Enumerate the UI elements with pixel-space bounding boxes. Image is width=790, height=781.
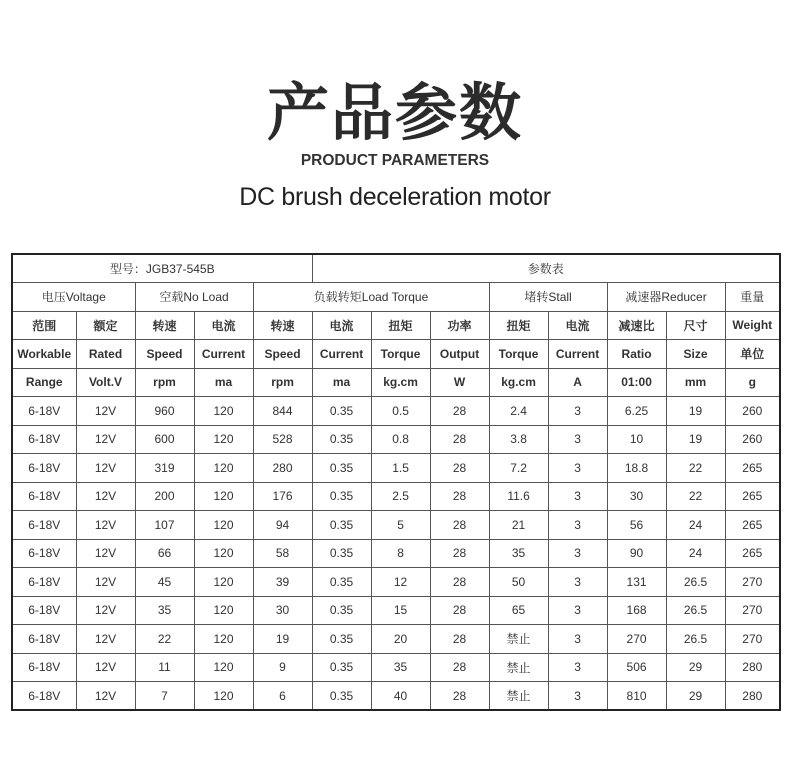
table-cell: 0.35 (312, 454, 371, 483)
table-cell: 65 (489, 596, 548, 625)
table-cell: 0.35 (312, 596, 371, 625)
table-cell: 270 (725, 625, 780, 654)
table-cell: 35 (135, 596, 194, 625)
group-weight: 重量 (725, 283, 780, 312)
table-cell: 28 (430, 653, 489, 682)
group-voltage: 电压Voltage (12, 283, 135, 312)
table-cell: 3 (548, 397, 607, 426)
header-cell: A (548, 368, 607, 397)
header-cell: 01:00 (607, 368, 666, 397)
table-cell: 18.8 (607, 454, 666, 483)
table-cell: 28 (430, 425, 489, 454)
table-cell: 0.35 (312, 511, 371, 540)
table-cell: 8 (371, 539, 430, 568)
table-cell: 270 (725, 568, 780, 597)
table-cell: 24 (666, 539, 725, 568)
table-cell: 66 (135, 539, 194, 568)
table-cell: 28 (430, 482, 489, 511)
group-no-load: 空载No Load (135, 283, 253, 312)
table-cell: 176 (253, 482, 312, 511)
table-cell: 28 (430, 682, 489, 711)
header-cell: W (430, 368, 489, 397)
group-stall: 堵转Stall (489, 283, 607, 312)
table-cell: 3 (548, 482, 607, 511)
table-cell: 22 (666, 454, 725, 483)
table-cell: 6-18V (12, 653, 76, 682)
table-cell: 19 (666, 397, 725, 426)
header-cell: 转速 (135, 311, 194, 340)
header-cell: Torque (489, 340, 548, 369)
model-row (12, 254, 780, 283)
table-cell: 280 (253, 454, 312, 483)
table-cell: 600 (135, 425, 194, 454)
parameters-table (11, 253, 781, 711)
table-cell: 260 (725, 397, 780, 426)
table-row (12, 596, 780, 625)
table-row (12, 397, 780, 426)
header-cell: rpm (135, 368, 194, 397)
table-cell: 0.35 (312, 653, 371, 682)
data-rows (12, 397, 780, 711)
table-cell: 30 (253, 596, 312, 625)
table-cell: 120 (194, 511, 253, 540)
table-cell: 15 (371, 596, 430, 625)
table-cell: 810 (607, 682, 666, 711)
table-cell: 6-18V (12, 539, 76, 568)
table-cell: 禁止 (489, 625, 548, 654)
table-cell: 131 (607, 568, 666, 597)
table-cell: 265 (725, 482, 780, 511)
header-cell: ma (312, 368, 371, 397)
table-cell: 24 (666, 511, 725, 540)
header-cell: kg.cm (489, 368, 548, 397)
table-cell: 2.4 (489, 397, 548, 426)
table-cell: 19 (666, 425, 725, 454)
table-cell: 6-18V (12, 625, 76, 654)
table-row (12, 653, 780, 682)
table-cell: 28 (430, 454, 489, 483)
table-cell: 3.8 (489, 425, 548, 454)
table-row (12, 539, 780, 568)
table-cell: 168 (607, 596, 666, 625)
table-cell: 94 (253, 511, 312, 540)
table-cell: 12V (76, 425, 135, 454)
table-cell: 2.5 (371, 482, 430, 511)
table-cell: 禁止 (489, 682, 548, 711)
header-cell: mm (666, 368, 725, 397)
header-cell: 范围 (12, 311, 76, 340)
table-cell: 28 (430, 625, 489, 654)
table-cell: 6-18V (12, 682, 76, 711)
table-cell: 22 (666, 482, 725, 511)
header-cell: Ratio (607, 340, 666, 369)
header-cell: 尺寸 (666, 311, 725, 340)
table-cell: 120 (194, 682, 253, 711)
table-cell: 0.35 (312, 539, 371, 568)
table-cell: 960 (135, 397, 194, 426)
table-cell: 7 (135, 682, 194, 711)
header-cell: 扭矩 (371, 311, 430, 340)
table-cell: 6-18V (12, 425, 76, 454)
table-cell: 0.35 (312, 425, 371, 454)
header-cell: 功率 (430, 311, 489, 340)
params-table-label: 参数表 (312, 254, 780, 283)
header-cell: kg.cm (371, 368, 430, 397)
table-cell: 12V (76, 454, 135, 483)
table-cell: 844 (253, 397, 312, 426)
table-row (12, 482, 780, 511)
table-cell: 120 (194, 596, 253, 625)
table-cell: 11.6 (489, 482, 548, 511)
table-cell: 0.5 (371, 397, 430, 426)
header-cell: Volt.V (76, 368, 135, 397)
table-cell: 28 (430, 511, 489, 540)
table-cell: 12V (76, 397, 135, 426)
header-cell: 电流 (194, 311, 253, 340)
table-cell: 0.35 (312, 682, 371, 711)
table-cell: 107 (135, 511, 194, 540)
table-cell: 12 (371, 568, 430, 597)
table-cell: 26.5 (666, 625, 725, 654)
header-cell: Current (312, 340, 371, 369)
table-cell: 120 (194, 425, 253, 454)
table-cell: 3 (548, 425, 607, 454)
table-cell: 30 (607, 482, 666, 511)
table-cell: 9 (253, 653, 312, 682)
header-cell: 电流 (312, 311, 371, 340)
header-cell: Output (430, 340, 489, 369)
table-cell: 528 (253, 425, 312, 454)
table-cell: 270 (607, 625, 666, 654)
table-row (12, 454, 780, 483)
table-cell: 6-18V (12, 511, 76, 540)
table-cell: 26.5 (666, 568, 725, 597)
table-cell: 35 (489, 539, 548, 568)
table-cell: 280 (725, 682, 780, 711)
cn-label-row (12, 311, 780, 340)
header-cell: 额定 (76, 311, 135, 340)
table-cell: 3 (548, 511, 607, 540)
table-cell: 6-18V (12, 596, 76, 625)
header-cell: rpm (253, 368, 312, 397)
header-cell: 电流 (548, 311, 607, 340)
group-load-torque: 负载转矩Load Torque (253, 283, 489, 312)
table-cell: 3 (548, 454, 607, 483)
table-row (12, 511, 780, 540)
table-cell: 29 (666, 682, 725, 711)
group-header-row (12, 283, 780, 312)
table-cell: 28 (430, 596, 489, 625)
table-cell: 12V (76, 482, 135, 511)
table-cell: 260 (725, 425, 780, 454)
header-cell: Speed (135, 340, 194, 369)
table-cell: 265 (725, 454, 780, 483)
table-row (12, 682, 780, 711)
table-cell: 12V (76, 653, 135, 682)
product-subtitle: DC brush deceleration motor (239, 183, 551, 211)
table-cell: 3 (548, 682, 607, 711)
unit-row (12, 368, 780, 397)
table-cell: 3 (548, 539, 607, 568)
header-cell: Workable (12, 340, 76, 369)
table-cell: 1.5 (371, 454, 430, 483)
header-cell: g (725, 368, 780, 397)
header-cell: 扭矩 (489, 311, 548, 340)
header-cell: 转速 (253, 311, 312, 340)
table-cell: 29 (666, 653, 725, 682)
table-cell: 禁止 (489, 653, 548, 682)
table-cell: 0.35 (312, 482, 371, 511)
table-cell: 26.5 (666, 596, 725, 625)
table-row (12, 625, 780, 654)
table-cell: 3 (548, 625, 607, 654)
table-cell: 12V (76, 596, 135, 625)
table-row (12, 568, 780, 597)
table-cell: 3 (548, 596, 607, 625)
table-cell: 7.2 (489, 454, 548, 483)
table-cell: 120 (194, 653, 253, 682)
table-cell: 0.35 (312, 397, 371, 426)
table-cell: 12V (76, 682, 135, 711)
table-cell: 39 (253, 568, 312, 597)
page-title-english: PRODUCT PARAMETERS (300, 152, 490, 169)
table-cell: 6 (253, 682, 312, 711)
table-cell: 270 (725, 596, 780, 625)
table-cell: 28 (430, 568, 489, 597)
table-row (12, 425, 780, 454)
table-cell: 120 (194, 454, 253, 483)
table-cell: 120 (194, 539, 253, 568)
header-cell: Size (666, 340, 725, 369)
table-cell: 22 (135, 625, 194, 654)
table-cell: 6-18V (12, 482, 76, 511)
table-cell: 319 (135, 454, 194, 483)
table-cell: 120 (194, 482, 253, 511)
table-cell: 3 (548, 568, 607, 597)
table-cell: 120 (194, 568, 253, 597)
table-cell: 12V (76, 568, 135, 597)
header-cell: Weight (725, 311, 780, 340)
header-cell: Speed (253, 340, 312, 369)
table-cell: 3 (548, 653, 607, 682)
header-cell: 单位 (725, 340, 780, 369)
table-cell: 56 (607, 511, 666, 540)
header-cell: Torque (371, 340, 430, 369)
header-cell: 减速比 (607, 311, 666, 340)
table-cell: 40 (371, 682, 430, 711)
table-cell: 28 (430, 397, 489, 426)
table-cell: 265 (725, 511, 780, 540)
header-cell: Current (548, 340, 607, 369)
table-cell: 20 (371, 625, 430, 654)
header-cell: Rated (76, 340, 135, 369)
table-cell: 265 (725, 539, 780, 568)
table-cell: 45 (135, 568, 194, 597)
header-cell: Current (194, 340, 253, 369)
en-label-row (12, 340, 780, 369)
table-cell: 11 (135, 653, 194, 682)
table-cell: 35 (371, 653, 430, 682)
table-cell: 50 (489, 568, 548, 597)
table-cell: 6-18V (12, 568, 76, 597)
table-cell: 58 (253, 539, 312, 568)
table-cell: 0.35 (312, 568, 371, 597)
table-cell: 21 (489, 511, 548, 540)
table-cell: 6-18V (12, 397, 76, 426)
table-cell: 506 (607, 653, 666, 682)
table-cell: 10 (607, 425, 666, 454)
table-cell: 200 (135, 482, 194, 511)
table-cell: 12V (76, 511, 135, 540)
table-cell: 12V (76, 539, 135, 568)
table-cell: 120 (194, 397, 253, 426)
table-cell: 12V (76, 625, 135, 654)
table-cell: 0.35 (312, 625, 371, 654)
table-cell: 280 (725, 653, 780, 682)
table-cell: 0.8 (371, 425, 430, 454)
header-cell: Range (12, 368, 76, 397)
table-cell: 6.25 (607, 397, 666, 426)
group-reducer: 减速器Reducer (607, 283, 725, 312)
table-cell: 6-18V (12, 454, 76, 483)
table-cell: 28 (430, 539, 489, 568)
table-cell: 120 (194, 625, 253, 654)
model-cell: 型号：JGB37-545B (12, 254, 312, 283)
table-cell: 5 (371, 511, 430, 540)
page-title: 产品参数 (266, 76, 523, 149)
table-cell: 19 (253, 625, 312, 654)
header-cell: ma (194, 368, 253, 397)
table-cell: 90 (607, 539, 666, 568)
